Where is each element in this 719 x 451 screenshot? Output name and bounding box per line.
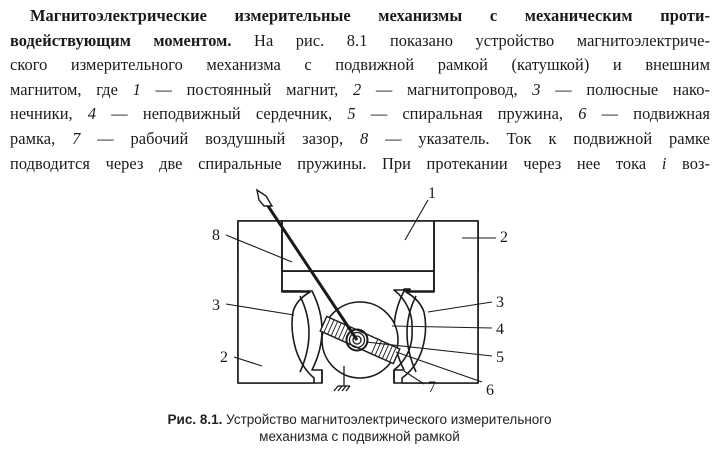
figure-caption <box>0 411 719 445</box>
label-7: 7 <box>428 379 436 396</box>
caption-line-2: механизма с подвижной рамкой <box>259 429 460 444</box>
text-line-4: магнитом, где 1 — постоянный магнит, 2 — магнитопровод, 3 — полюсные нако- <box>10 79 710 99</box>
text-line-7: подводится через две спиральные пружины. При протекании через нее тока i воз- <box>10 153 710 173</box>
text-line-6: рамка, 7 — рабочий воздушный зазор, 8 — указатель. Ток к подвижной рамке <box>10 128 710 148</box>
label-5: 5 <box>496 349 504 366</box>
label-2-right: 2 <box>500 229 508 246</box>
label-3-left: 3 <box>212 297 220 314</box>
label-4: 4 <box>496 321 504 338</box>
label-3-right: 3 <box>496 294 504 311</box>
label-8: 8 <box>212 227 220 244</box>
label-2-left: 2 <box>220 349 228 366</box>
caption-line-1 <box>0 411 719 428</box>
text-line-5: нечники, 4 — неподвижный сердечник, 5 — спиральная пружина, 6 — подвижная <box>10 104 710 124</box>
label-1: 1 <box>428 185 436 202</box>
caption-text-1: Устройство магнитоэлектрического измерительного <box>222 412 552 427</box>
text-line-2: водействующим моментом. На рис. 8.1 показано устройство магнитоэлектриче- <box>10 30 711 50</box>
label-6: 6 <box>486 382 494 399</box>
text-line-1: Магнитоэлектрические измерительные механизмы с механическим проти- <box>30 6 710 25</box>
caption-label: Рис. 8.1. <box>167 412 223 427</box>
text-line-3: ского измерительного механизма с подвижной рамкой (катушкой) и внешним <box>10 55 710 75</box>
